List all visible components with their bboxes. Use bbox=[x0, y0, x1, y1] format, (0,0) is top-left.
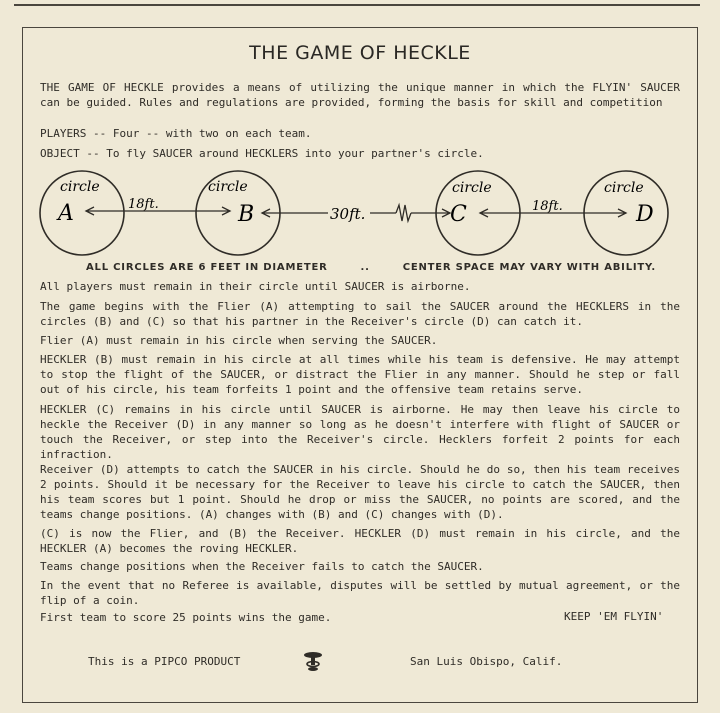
caption-left: ALL CIRCLES ARE 6 FEET IN DIAMETER bbox=[86, 262, 328, 273]
diagram-caption bbox=[86, 262, 656, 273]
players-line: PLAYERS -- Four -- with two on each team. bbox=[40, 127, 312, 140]
object-line: OBJECT -- To fly SAUCER around HECKLERS into your partner's circle. bbox=[40, 147, 484, 160]
rule-3: Flier (A) must remain in his circle when serving the SAUCER. bbox=[40, 334, 438, 347]
rule-10: First team to score 25 points wins the game. bbox=[40, 611, 332, 624]
rule-9: In the event that no Referee is available, disputes will be settled by mutual agreement, or the flip of a coin. bbox=[40, 579, 687, 607]
caption-right: CENTER SPACE MAY VARY WITH ABILITY. bbox=[402, 262, 656, 273]
circle-word-a: circle bbox=[60, 179, 100, 195]
distance-bc: 30ft. bbox=[330, 205, 366, 223]
keep-flyin-slogan: KEEP 'EM FLYIN' bbox=[564, 610, 664, 623]
circle-word-b: circle bbox=[208, 179, 248, 195]
saucer-logo-icon bbox=[302, 650, 324, 672]
circle-word-d: circle bbox=[604, 180, 644, 196]
circle-letter-b: B bbox=[238, 202, 255, 227]
rule-6: Receiver (D) attempts to catch the SAUCER in his circle. Should he do so, then his team receives 2 points. Should it be necessary for the Receiver to leave his circle to catch the SAUCER, then his team scores but 1 point. Should he drop or miss the SAUCER, no points are scored, and the teams change positions. (A) changes with (B) and (C) changes with (D). bbox=[40, 463, 687, 521]
circle-word-c: circle bbox=[452, 180, 492, 196]
footer-location: San Luis Obispo, Calif. bbox=[410, 655, 563, 668]
rule-7: (C) is now the Flier, and (B) the Receiver. HECKLER (D) must remain in his circle, and the HECKLER (A) becomes the roving HECKLER. bbox=[40, 527, 687, 555]
circle-letter-a: A bbox=[58, 201, 74, 226]
distance-ab: 18ft. bbox=[128, 197, 159, 212]
rule-8: Teams change positions when the Receiver fails to catch the SAUCER. bbox=[40, 560, 484, 573]
page-title: THE GAME OF HECKLE bbox=[249, 42, 471, 64]
rule-4: HECKLER (B) must remain in his circle at all times while his team is defensive. He may attempt to stop the flight of the SAUCER, or distract the Flier in any manner. Should he step or fall out of his circle, his team forfeits 1 point and the offensive team retains serve. bbox=[40, 353, 687, 396]
footer-pipco: This is a PIPCO PRODUCT bbox=[88, 655, 241, 668]
intro-paragraph: THE GAME OF HECKLE provides a means of utilizing the unique manner in which the FLYIN' SAUCER can be guided. Rules and regulations are provided, forming the basis for skill and competition bbox=[40, 81, 687, 109]
caption-separator: .. bbox=[360, 262, 370, 273]
top-rule bbox=[14, 0, 700, 6]
rule-5: HECKLER (C) remains in his circle until SAUCER is airborne. He may then leave his circle to heckle the Receiver (D) in any manner so long as he doesn't interfere with flight of SAUCER or touch the Receiver, or step into the Receiver's circle. Hecklers forfeit 2 points for each infraction. bbox=[40, 403, 687, 461]
rule-1: All players must remain in their circle until SAUCER is airborne. bbox=[40, 280, 471, 293]
rule-2: The game begins with the Flier (A) attempting to sail the SAUCER around the HECKLERS in the circles (B) and (C) so that his partner in the Receiver's circle (D) can catch it. bbox=[40, 300, 687, 328]
distance-cd: 18ft. bbox=[532, 199, 563, 214]
circles-diagram bbox=[30, 165, 690, 260]
circle-letter-d: D bbox=[636, 202, 654, 227]
circle-letter-c: C bbox=[450, 202, 467, 227]
